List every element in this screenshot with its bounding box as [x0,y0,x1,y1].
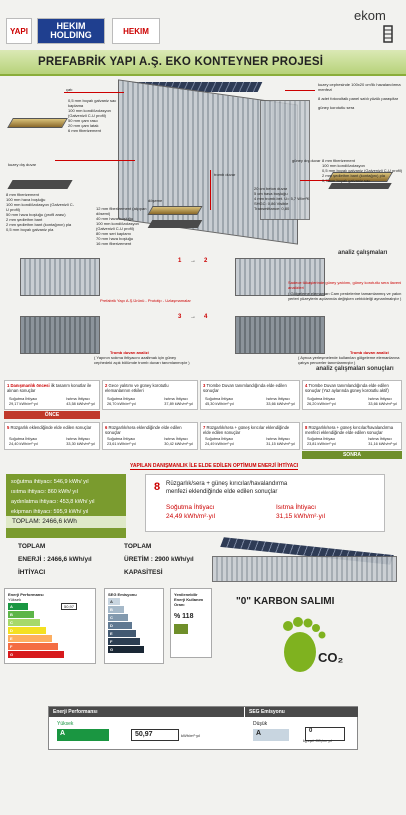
roof-label: çatı [66,87,73,92]
carbon-title: "0" KARBON SALIMI [236,596,335,607]
roof-section [7,118,68,128]
renewable-label: Yenilenebilir Enerji Kullanım Oranı % 118 [170,588,212,658]
before-tab: ÖNCE [4,411,100,419]
analysis-section [0,258,406,376]
total-production: TOPLAM ÜRETİM : 2900 kWh/yıl KAPASİTESİ [124,543,194,576]
floor-label: döşeme [148,198,163,203]
right-wall-layers: 8 mm fiberizement 100 mm kondi/izolasyon 0,5 mm boyalı galvaniz (Galvenizli C-U profil) 2 mm şedlethm bant (kontağını) pla 0,7 mm boyalı galvaniz sac [322,158,403,183]
trombe-wall-section [328,183,391,189]
co2-label: CO₂ [318,650,344,665]
analysis-step3 [20,316,100,354]
tromb-right-sub: ( Ayrıca yerleşmelerde kullanılan gölgeleme elemanlarına çatıya pencerler tanımlanmıştır ) [298,355,400,365]
optimum-result: 8 Rüzgarlık/sera + güneş kırıcılar/havalandırma menfezi eklendiğinde elde edilen sonuçlar Soğutma İhtiyacı 24,49 kWh/m²·yıl Isıtma İhtiyacı 31,15 kWh/m²·yıl [145,474,385,532]
analysis-step4 [235,316,325,354]
tromb-left-sub: ( Yapının sıdıma ihtiyacını azaltmak için güney cephedeki açık bölümde tromb duvarı tanımlanmıştır ) [94,355,190,365]
step-1: 1 [178,258,182,264]
result-3: 3 Trombe Duvarı tanımlandığında elde edilen sonuçlar Soğutma İhtiyacı 45,30 kWh/m²·yıl Isıtma İhtiyacı 33,66 kWh/m²·yıl [200,380,300,410]
container-image [212,556,397,582]
floor-layers: 12 mm fiberizement (alçıpan dösemi) 40 mm hava boşluğu 100 mm kondi/izolasyon (Galvenizli C-U profil) 80 mm seri kaplamı 70 mm hava boşluğu 16 mm fiberizement [96,206,147,246]
result-1: 1 Danışmanlık öncesi ilk tasarım konutlar ile alınan sonuçlar Soğutma İhtiyacı 29,17 kWh/m²·yıl Isıtma İhtiyacı 43,58 kWh/m²·yıl [4,380,100,410]
bottom-energy-label: Enerji Performansı SEG Emisyonu Yüksek A 50,97 kWh/m²·yıl Düşük A 0 kg-eşd. CO₂/m²·yıl [48,706,358,750]
yapi-logo: YAPI [6,18,32,44]
south-wall-label: güney dış duvar [292,158,321,163]
step-4: 4 [204,314,208,320]
result-8: 8 Rüzgarlık/sera + güneş kırıcılar/havalandırma menfezi eklendiğinde elde edilen sonuçlar Soğutma İhtiyacı 23,81 kWh/m²·yıl Isıtma İhtiyacı 31,16 kWh/m²·yıl [302,422,402,450]
north-wall-label: kuzey dış duvar [8,162,37,167]
hekim-holding-logo: HEKIM HOLDING [37,18,105,44]
after-tab: SONRA [302,451,402,459]
result-5: 5 Rüzgarlık eklendiğinde elde edilen sonuçlar Soğutma İhtiyacı 24,40 kWh/m²·yıl Isıtma İhtiyacı 33,30 kWh/m²·yıl [4,422,100,450]
analysis-note-right: ( Gölgeleme elemanları Cam perdelerine tamamlanmış ve yakın yerleri yüzeylerin açılarında değişken cebiddeiği aynanlmalıştır ) [288,291,402,301]
step-3: 3 [178,314,182,320]
arrow-icon: → [190,258,196,264]
analysis-note-right-red: Sadece tükaşlerinde güney yatılımı, güney korotutlu sera ilaveni analizleri [288,280,402,290]
south-wall-layers: 20 cm beton duvar 5 cm hava boşluğu 4 mm tromb.bet. U= 5,7 W/m²K SHGC: 0,86 Visible Transmittance: 0,80 [254,186,310,211]
arrow-icon: → [190,314,196,320]
callout-line [285,90,315,91]
tromb-left-title: Tromb duvarı analizi [110,350,149,355]
optimum-summary: soğutma ihtiyacı: 546,9 kWh/ yıl ısıtma ihtiyacı: 860 kWh/ yıl aydınlatma ihtiyacı: 453,8 kWh/ yıl ekipman ihtiyacı: 595,9 kWh/ yıl [6,474,126,538]
result-2: 2 Gece yalıtımı ve güney korotutlu elemanlarının etkileri Soğutma İhtiyacı 26,70 kWh/m²·yıl Isıtma İhtiyacı 37,89 kWh/m²·yıl [102,380,198,410]
building-diagram [0,80,406,250]
callout-line [55,160,135,161]
trombe-label: tromb duvar [214,172,236,177]
floor-section [147,206,202,215]
step-2: 2 [204,258,208,264]
tromb-right-title: Tromb duvarı analizi [350,350,389,355]
analysis-step1 [20,258,100,296]
callout-line [210,170,211,210]
analysis-note-left: Prefabrik Yapı A.Ş.Ürünü - Prototip - Uzlaşmamalar [100,298,191,303]
optimum-total: TOPLAM: 2466,6 kWh [6,516,126,528]
hekim-group-logo: HEKIM [112,18,160,44]
seg-label: SEG Emisyonu A B C D E F G [104,588,164,664]
footprint-icon [278,612,342,676]
right-labels: kuzey cephesinde 100x20 cm'lik havalandırma menfezi 8 adet fotovoltaik panel satılı yüzük paraşıltar güney korotutlu sera [318,82,401,110]
result-7: 7 Rüzgarlık/sera + güneş kırıcılar eklendiğinde elde edilen sonuçlar Soğutma İhtiyacı 24,49 kWh/m²·yıl Isıtma İhtiyacı 31,15 kWh/m²·yıl [200,422,300,450]
page-title: PREFABRİK YAPI A.Ş. EKO KONTEYNER PROJESİ [38,56,324,68]
floor-slab [148,220,203,228]
analysis-label: analiz çalışmaları [338,250,388,256]
callout-line [64,92,124,93]
result-4: 4 Trombe Duvarı tanımlandığında elde edilen sonuçlar (Yaz aylarında güney korotutlu aktif) Soğutma İhtiyacı 26,20 kWh/m²·yıl Isıtma İhtiyacı 33,66 kWh/m²·yıl [302,380,402,410]
optimum-header: YAPILAN DANIŞMANLIK İLE ELDE EDİLEN OPTİMUM ENERJİ İHTİYACI [130,463,299,469]
results-label: analiz çalışmaları sonuçları [316,366,394,372]
total-demand: TOPLAM ENERJİ : 2466,6 kWh/yıl İHTİYACI [18,543,92,576]
wall-section-left [7,180,72,189]
result-6: 6 Rüzgarlık/sera eklendiğinde elde edilen sonuçlar Soğutma İhtiyacı 23,61 kWh/m²·yıl Isıtma İhtiyacı 30,42 kWh/m²·yıl [102,422,198,450]
roof-layers: 0,5 mm boyalı galvaniz sac kaplama 100 mm kondi/izolasyon (Galvenizli C-U profil) 50 mm çam raso 20 mm çam latak 6 mm fiberizement [68,98,117,133]
ekom-logo: ekom [348,8,398,48]
energy-performance-label: Enerji Performansı Yüksek A B C D E F G 50,97 [4,588,96,664]
north-wall-layers: 8 mm fiberizement 100 mm hava boşluğu 100 mm kondi/izolasyon (Galvenizli C-U profil) 50 mm hava boşluğu (profil arası) 2 mm şedlethm bant 2 mm şedlethm bant (kontağının) pla 0,5 mm boyalı galvaniz pla [6,192,75,232]
